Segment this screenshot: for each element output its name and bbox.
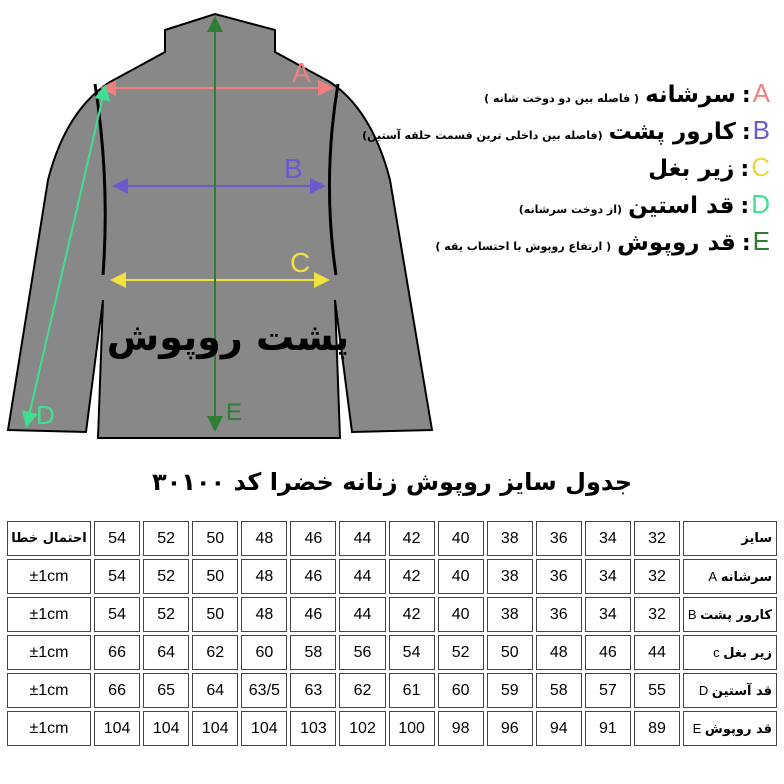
- table-cell: 34: [585, 597, 631, 632]
- table-header-row: [7, 521, 777, 556]
- table-cell: 60: [241, 635, 287, 670]
- legend-name: زیر بغل: [648, 156, 735, 182]
- table-row: [7, 711, 777, 746]
- legend-row-e: [410, 226, 770, 257]
- legend-name: قد روپوش: [617, 230, 736, 256]
- table-cell: 98: [438, 711, 484, 746]
- table-cell: 62: [192, 635, 238, 670]
- row-label-cell: [683, 559, 777, 594]
- table-cell: 58: [290, 635, 336, 670]
- table-cell: 42: [389, 597, 435, 632]
- table-cell: 52: [143, 597, 189, 632]
- table-cell: 36: [536, 597, 582, 632]
- table-cell: 104: [94, 711, 140, 746]
- legend-note: ( ارتفاع روپوش با احتساب یقه ): [435, 240, 612, 253]
- table-cell: 52: [438, 635, 484, 670]
- table-cell: 91: [585, 711, 631, 746]
- row-label: زیر بغل: [723, 645, 772, 661]
- table-cell: 46: [585, 635, 631, 670]
- legend-row-c: [410, 152, 770, 183]
- size-header-value: 36: [536, 521, 582, 556]
- table-cell: 40: [438, 559, 484, 594]
- tolerance-cell: ±1cm: [7, 635, 91, 670]
- legend-letter: E: [752, 226, 770, 256]
- row-label-cell: [683, 597, 777, 632]
- legend-colon: :: [740, 194, 750, 219]
- table-cell: 64: [192, 673, 238, 708]
- tolerance-cell: ±1cm: [7, 597, 91, 632]
- size-header-cell: سایز: [683, 521, 777, 556]
- diagram-label: پشت روپوش: [106, 315, 350, 359]
- row-code: E: [692, 720, 705, 736]
- tolerance-cell: ±1cm: [7, 559, 91, 594]
- table-cell: 58: [536, 673, 582, 708]
- size-header-value: 38: [487, 521, 533, 556]
- table-row: [7, 559, 777, 594]
- table-cell: 54: [389, 635, 435, 670]
- row-label: سرشانه: [720, 569, 772, 585]
- table-cell: 52: [143, 559, 189, 594]
- table-cell: 55: [634, 673, 680, 708]
- table-cell: 34: [585, 559, 631, 594]
- table-cell: 102: [339, 711, 385, 746]
- legend-name: کارور پشت: [608, 119, 736, 145]
- table-cell: 60: [438, 673, 484, 708]
- row-label-cell: [683, 635, 777, 670]
- table-cell: 44: [339, 559, 385, 594]
- table-title: جدول سایز روپوش زنانه خضرا کد ۳۰۱۰۰: [151, 468, 633, 496]
- legend-colon: :: [741, 120, 751, 145]
- table-cell: 56: [339, 635, 385, 670]
- legend-name: قد استین: [628, 193, 735, 219]
- legend-note: (فاصله بین داخلی ترین قسمت حلقه آستین): [362, 129, 603, 142]
- legend-letter: A: [752, 78, 770, 108]
- marker-a-label: A: [292, 57, 311, 88]
- legend-colon: :: [741, 231, 751, 256]
- size-header-value: 34: [585, 521, 631, 556]
- marker-c-label: C: [290, 247, 311, 278]
- table-cell: 104: [143, 711, 189, 746]
- tolerance-cell: ±1cm: [7, 711, 91, 746]
- size-header-value: 48: [241, 521, 287, 556]
- legend-letter: D: [751, 189, 770, 219]
- table-row: [7, 673, 777, 708]
- row-label: قد آستین: [711, 683, 772, 699]
- table-cell: 54: [94, 559, 140, 594]
- table-cell: 50: [192, 597, 238, 632]
- table-cell: 62: [339, 673, 385, 708]
- marker-e-label: E: [226, 399, 243, 426]
- table-cell: 48: [241, 597, 287, 632]
- size-header-value: 54: [94, 521, 140, 556]
- table-cell: 104: [192, 711, 238, 746]
- size-header-value: 52: [143, 521, 189, 556]
- table-cell: 96: [487, 711, 533, 746]
- table-cell: 50: [487, 635, 533, 670]
- table-cell: 44: [634, 635, 680, 670]
- legend-note: ( فاصله بین دو دوخت شانه ): [484, 92, 640, 105]
- table-cell: 63/5: [241, 673, 287, 708]
- table-cell: 48: [241, 559, 287, 594]
- legend-row-a: [410, 78, 770, 109]
- table-cell: 63: [290, 673, 336, 708]
- size-table: [4, 518, 780, 749]
- table-row: [7, 597, 777, 632]
- table-cell: 32: [634, 597, 680, 632]
- garment-silhouette: [8, 14, 432, 438]
- row-code: A: [708, 568, 721, 584]
- size-header-value: 32: [634, 521, 680, 556]
- size-header-value: 44: [339, 521, 385, 556]
- table-cell: 104: [241, 711, 287, 746]
- table-cell: 59: [487, 673, 533, 708]
- table-cell: 66: [94, 635, 140, 670]
- legend-letter: B: [752, 115, 770, 145]
- table-cell: 46: [290, 559, 336, 594]
- table-cell: 94: [536, 711, 582, 746]
- table-cell: 54: [94, 597, 140, 632]
- row-label: قد روپوش: [704, 721, 772, 737]
- table-cell: 36: [536, 559, 582, 594]
- size-header-value: 40: [438, 521, 484, 556]
- tolerance-header-cell: احتمال خطا: [7, 521, 91, 556]
- table-row: [7, 635, 777, 670]
- row-code: D: [698, 682, 712, 698]
- table-cell: 44: [339, 597, 385, 632]
- table-cell: 89: [634, 711, 680, 746]
- row-label-cell: [683, 673, 777, 708]
- table-cell: 103: [290, 711, 336, 746]
- row-label: کارور پشت: [700, 607, 772, 623]
- table-cell: 42: [389, 559, 435, 594]
- legend-row-b: [362, 115, 770, 146]
- size-header-value: 46: [290, 521, 336, 556]
- table-cell: 100: [389, 711, 435, 746]
- row-label-cell: [683, 711, 777, 746]
- table-cell: 50: [192, 559, 238, 594]
- table-cell: 61: [389, 673, 435, 708]
- table-cell: 64: [143, 635, 189, 670]
- table-cell: 38: [487, 597, 533, 632]
- legend-name: سرشانه: [645, 82, 736, 108]
- table-cell: 57: [585, 673, 631, 708]
- legend-row-d: [410, 189, 770, 220]
- size-header-value: 50: [192, 521, 238, 556]
- table-cell: 48: [536, 635, 582, 670]
- table-cell: 32: [634, 559, 680, 594]
- tolerance-cell: ±1cm: [7, 673, 91, 708]
- row-code: c: [713, 644, 724, 660]
- table-cell: 46: [290, 597, 336, 632]
- legend-note: (از دوخت سرشانه): [518, 203, 623, 216]
- marker-d-label: D: [36, 400, 55, 430]
- legend-letter: C: [751, 152, 770, 182]
- legend-colon: :: [740, 157, 750, 182]
- measurement-legend: [362, 78, 770, 263]
- marker-b-label: B: [284, 153, 303, 184]
- legend-colon: :: [741, 83, 751, 108]
- table-cell: 38: [487, 559, 533, 594]
- size-header-value: 42: [389, 521, 435, 556]
- table-cell: 40: [438, 597, 484, 632]
- row-code: B: [687, 606, 701, 622]
- table-cell: 66: [94, 673, 140, 708]
- table-cell: 65: [143, 673, 189, 708]
- garment-back-diagram: [0, 0, 440, 450]
